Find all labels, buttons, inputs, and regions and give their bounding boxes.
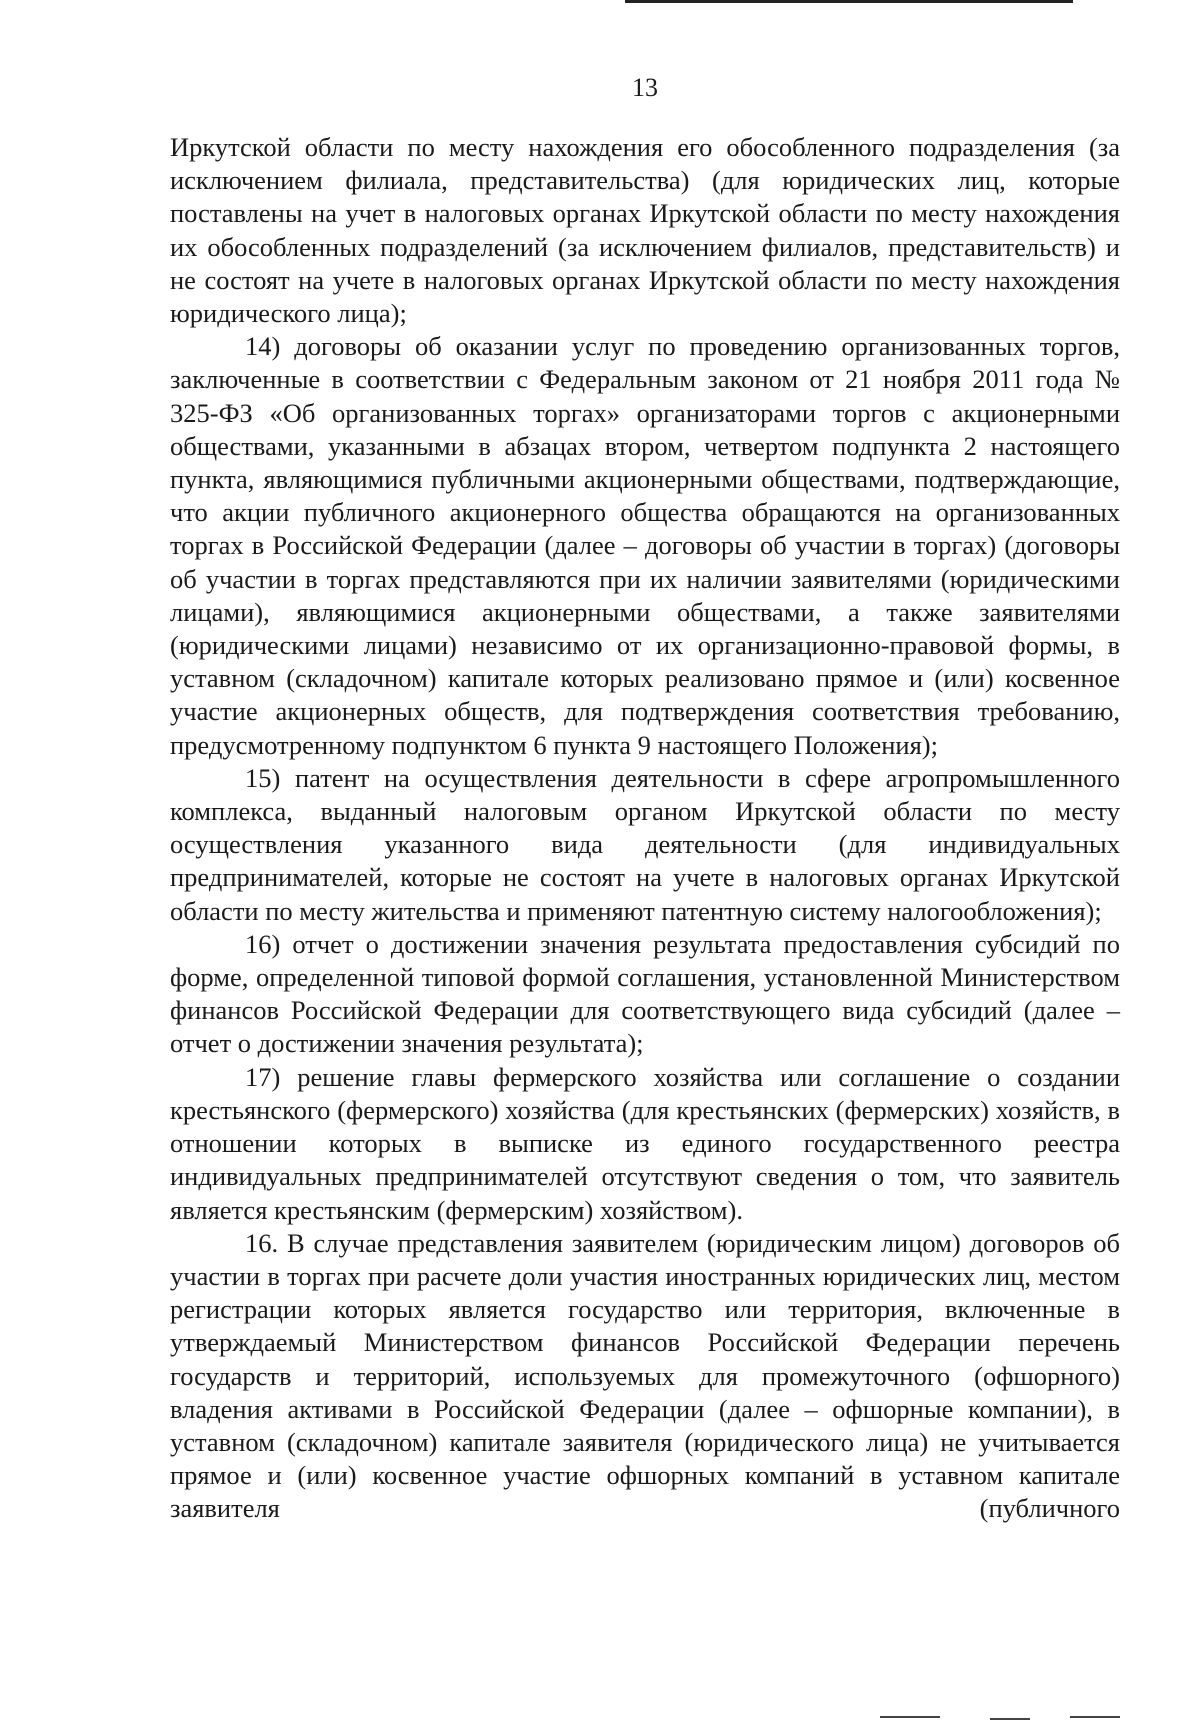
paragraph-continuation: Иркутской области по месту нахождения его обособленного подразделения (за исключением филиала, представительства) (для юридических лиц, которые поставлены на учет в налоговых органах Иркутской области по месту нахождения их обособленных подразделений (за исключением филиалов, представительств) и не состоят на учете в налоговых органах Иркутской области по месту нахождения юридического лица); — [170, 132, 1120, 329]
document-body — [170, 131, 1120, 1526]
top-edge-rule — [625, 0, 1073, 3]
scan-artifact-bottom — [880, 1716, 940, 1718]
paragraph-clause-16: 16. В случае представления заявителем (юридическим лицом) договоров об участии в торгах при расчете доли участия иностранных юридических лиц, местом регистрации которых является государство или территория, включенные в утверждаемый Министерством финансов Российской Федерации перечень государств и территорий, используемых для промежуточного (офшорного) владения активами в Российской Федерации (далее – офшорные компании), в уставном (складочном) капитале заявителя (юридического лица) не учитывается прямое и (или) косвенное участие офшорных компаний в уставном капитале заявителя (публичного — [170, 1227, 1120, 1524]
paragraph-item-16-report: 16) отчет о достижении значения результата предоставления субсидий по форме, определенной типовой формой соглашения, установленной Министерством финансов Российской Федерации для соответствующего вида субсидий (далее – отчет о достижении значения результата); — [170, 928, 1120, 1059]
page-number: 13 — [632, 73, 658, 102]
paragraph-item-14: 14) договоры об оказании услуг по проведению организованных торгов, заключенные в соответствии с Федеральным законом от 21 ноября 2011 года № 325-ФЗ «Об организованных торгах» организаторами торгов с акционерными обществами, указанными в абзацах втором, четвертом подпункта 2 настоящего пункта, являющимися публичными акционерными обществами, подтверждающие, что акции публичного акционерного общества обращаются на организованных торгах в Российской Федерации (далее – договоры об участии в торгах) (договоры об участии в торгах представляются при их наличии заявителями (юридическими лицами), являющимися акционерными обществами, а также заявителями (юридическими лицами) независимо от их организационно-правовой формы, в уставном (складочном) капитале которых реализовано прямое и (или) косвенное участие акционерных обществ, для подтверждения соответствия требованию, предусмотренному подпунктом 6 пункта 9 настоящего Положения); — [170, 331, 1120, 760]
scan-artifact-bottom — [1070, 1716, 1120, 1718]
paragraph-item-15: 15) патент на осуществления деятельности в сфере агропромышленного комплекса, выданный налоговым органом Иркутской области по месту осуществления указанного вида деятельности (для индивидуальных предпринимателей, которые не состоят на учете в налоговых органах Иркутской области по месту жительства и применяют патентную систему налогообложения); — [170, 762, 1120, 926]
paragraph-item-17: 17) решение главы фермерского хозяйства или соглашение о создании крестьянского (фермерского) хозяйства (для крестьянских (фермерских) хозяйств, в отношении которых в выписке из единого государственного реестра индивидуальных предпринимателей отсутствуют сведения о том, что заявитель является крестьянским (фермерским) хозяйством). — [170, 1061, 1120, 1225]
scan-artifact-bottom — [990, 1718, 1030, 1720]
